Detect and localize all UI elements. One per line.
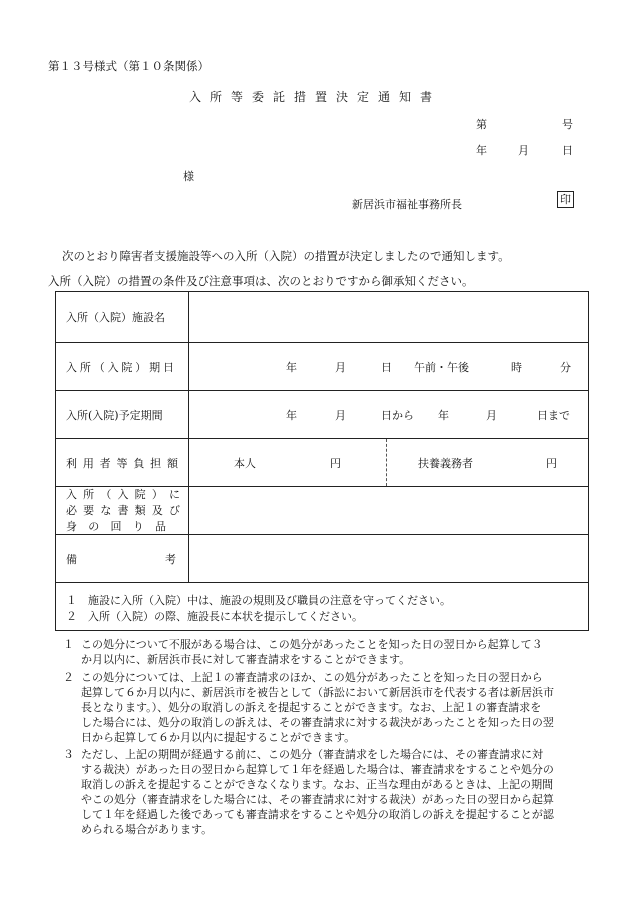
doc-number-suffix: 号 xyxy=(562,118,573,131)
paragraph-number: ３ xyxy=(63,748,74,761)
items-label-line: 入所（入院）に xyxy=(66,487,180,501)
start-date-row xyxy=(56,342,588,390)
details-table xyxy=(55,291,589,631)
start-month: 月 xyxy=(335,360,346,374)
paragraph-line: か月以内に、新居浜市長に対して審査請求をすることができます。 xyxy=(81,653,411,666)
period-from: 日から xyxy=(381,408,414,422)
burden-divider xyxy=(386,439,387,486)
paragraph-number: ２ xyxy=(63,671,74,684)
items-label-line: 必要な書類及び xyxy=(66,503,180,517)
paragraph-3 xyxy=(55,747,595,842)
period-row xyxy=(56,390,588,438)
facility-row xyxy=(56,292,588,342)
date-year: 年 xyxy=(476,144,487,157)
notes-row xyxy=(56,582,588,630)
paragraph-line: められる場合があります。 xyxy=(81,823,213,836)
note-item: １ 施設に入所（入院）中は、施設の規則及び職員の注意を守ってください。 xyxy=(66,594,451,607)
paragraph-line: この処分について不服がある場合は、この処分があったことを知った日の翌日から起算して３ xyxy=(81,638,543,651)
paragraph-1 xyxy=(55,637,595,669)
paragraph-line: して１年を経過した後であっても審査請求をすることや処分の取消しの訴えを提起することが認 xyxy=(81,808,554,821)
items-label xyxy=(66,487,180,535)
paragraph-line: した場合には、処分の取消しの訴えは、その審査請求に対する裁決があったことを知った日の翌 xyxy=(81,716,554,729)
date-month: 月 xyxy=(518,144,529,157)
facility-label: 入所（入院）施設名 xyxy=(66,311,165,324)
paragraph-line: 起算して６か月以内に、新居浜市を被告として（訴訟において新居浜市を代表する者は新居浜市 xyxy=(81,686,554,699)
paragraph-line: する裁決）があった日の翌日から起算して１年を経過した場合は、審査請求をすることや処分の xyxy=(81,763,554,776)
note-item: ２ 入所（入院）の際、施設長に本状を提示してください。 xyxy=(66,610,363,623)
paragraph-number: １ xyxy=(63,638,74,651)
burden-guardian: 扶養義務者 xyxy=(418,456,473,470)
paragraph-line: 長となります。）、処分の取消しの訴えを提起することができます。なお、上記１の審査請求を xyxy=(81,701,542,714)
document-title: 入所等委託措置決定通知書 xyxy=(188,90,441,104)
start-hour: 時 xyxy=(511,360,522,374)
paragraph-2 xyxy=(55,670,595,748)
items-label-line: 身の回り品 xyxy=(66,519,166,533)
paragraph-line: 取消しの訴えを提起することができなくなります。なお、正当な理由があるときは、上記の期間 xyxy=(81,778,554,791)
burden-self: 本人 xyxy=(234,456,256,470)
start-date-label: 入所（入院）期日 xyxy=(66,360,174,374)
period-month2: 月 xyxy=(486,408,497,422)
date-day: 日 xyxy=(562,144,573,157)
start-day: 日 xyxy=(381,360,392,374)
period-until: 日まで xyxy=(537,408,570,422)
doc-number-prefix: 第 xyxy=(476,118,487,131)
intro-text: 次のとおり障害者支援施設等への入所（入院）の措置が決定しましたので通知します。 xyxy=(62,249,510,263)
burden-yen-guardian: 円 xyxy=(546,456,557,470)
items-row xyxy=(56,486,588,534)
paragraph-line: ただし、上記の期間が経過する前に、この処分（審査請求をした場合には、その審査請求に対 xyxy=(81,748,543,761)
start-minute: 分 xyxy=(560,360,571,374)
paragraph-line: この処分については、上記１の審査請求のほか、この処分があったことを知った日の翌日から xyxy=(81,671,543,684)
seal-stamp: 印 xyxy=(557,191,574,208)
form-number: 第１３号様式（第１０条関係） xyxy=(48,59,209,73)
paragraph-line: やこの処分（審査請求をした場合には、その審査請求に対する裁決）があった日の翌日から起算 xyxy=(81,793,554,806)
addressee-suffix: 様 xyxy=(183,170,194,183)
period-label: 入所(入院)予定期間 xyxy=(66,408,163,422)
conditions-text: 入所（入院）の措置の条件及び注意事項は、次のとおりですから御承知ください。 xyxy=(48,274,474,288)
burden-label: 利用者等負担額 xyxy=(66,456,178,470)
burden-yen-self: 円 xyxy=(330,456,341,470)
start-year: 年 xyxy=(286,360,297,374)
start-ampm: 午前・午後 xyxy=(414,360,469,374)
remarks-row xyxy=(56,534,588,582)
period-month1: 月 xyxy=(335,408,346,422)
period-year1: 年 xyxy=(286,408,297,422)
period-year2: 年 xyxy=(438,408,449,422)
issuer-name: 新居浜市福祉事務所長 xyxy=(352,198,462,211)
burden-row xyxy=(56,438,588,486)
paragraph-line: 日から起算して６か月以内に提起することができます。 xyxy=(81,731,356,744)
remarks-label: 備考 xyxy=(66,552,176,566)
